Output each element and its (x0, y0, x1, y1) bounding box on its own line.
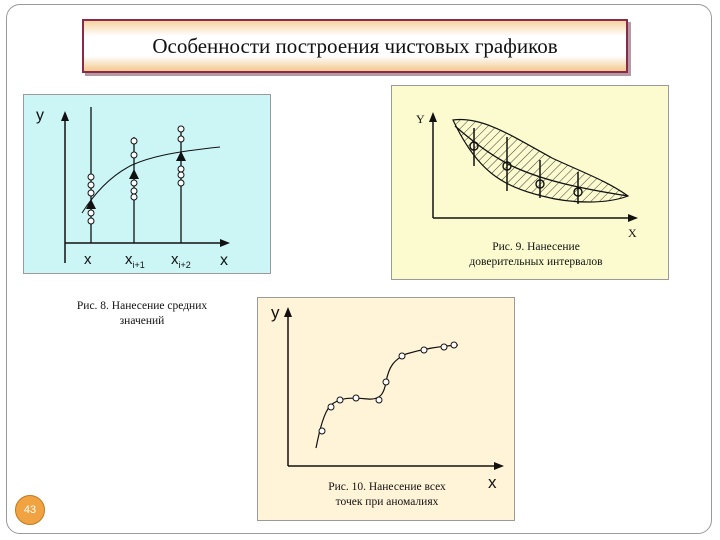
x-axis-label: x (220, 252, 228, 269)
figure-10-caption-line-1: Рис. 10. Нанесение всех (328, 481, 446, 493)
y-axis-label: y (36, 107, 44, 124)
anomaly-curve (316, 345, 458, 448)
x-axis-arrow (220, 239, 230, 247)
tick-label-x-i-plus-1: $x_{i+1}$ (125, 251, 145, 270)
figure-8-caption-line-1: Рис. 8. Нанесение средних (76, 300, 208, 312)
mean-marker-2 (129, 169, 139, 179)
figure-8-plot (24, 95, 272, 275)
y-axis-arrow (284, 307, 292, 317)
y-axis-label: y (271, 303, 280, 322)
figure-8-panel (23, 94, 271, 274)
title-banner (82, 19, 628, 73)
y-axis-label: Y (416, 112, 425, 126)
tick-label-x-i: x (84, 251, 92, 268)
figure-10-caption (302, 480, 472, 510)
figure-10-caption-line-2: точек при аномалиях (335, 496, 439, 508)
page-number-badge: 43 (15, 495, 45, 525)
y-axis-arrow (61, 111, 69, 121)
figure-9-caption-line-2: доверительных интервалов (469, 256, 603, 268)
slide-title: Особенности построения чистовых графиков (152, 34, 558, 58)
y-axis-arrow (429, 112, 437, 122)
figure-9-caption-line-1: Рис. 9. Нанесение (492, 241, 580, 253)
data-points (319, 342, 457, 434)
figure-8-caption-line-2: значений (119, 315, 165, 327)
x-axis-label: x (488, 473, 497, 492)
x-axis-label: X (628, 226, 637, 240)
tick-label-x-i-plus-2: $x_{i+2}$ (171, 251, 191, 270)
x-axis-arrow (494, 462, 504, 470)
figure-8-caption (52, 299, 232, 329)
average-curve (82, 147, 220, 213)
figure-9-caption (444, 240, 628, 270)
x-axis-arrow (628, 214, 638, 222)
